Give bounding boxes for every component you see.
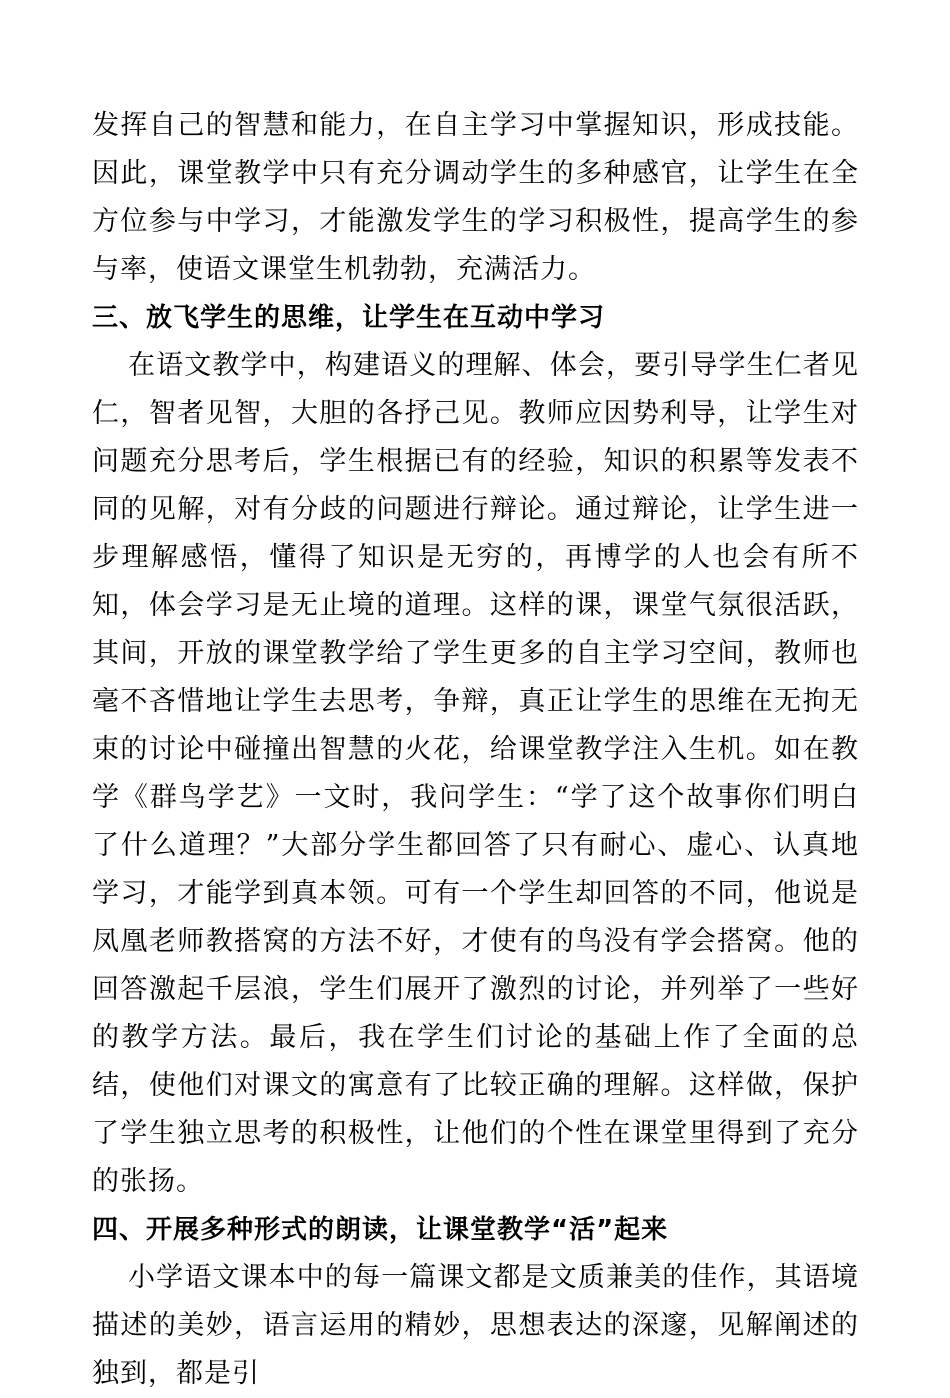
section-4-paragraph: 小学语文课本中的每一篇课文都是文质兼美的佳作，其语境描述的美妙，语言运用的精妙，思想表达的深邃，见解阐述的独到，都是引 [92,1262,859,1389]
document-page [92,102,859,1398]
paragraph-continuation: 发挥自己的智慧和能力，在自主学习中掌握知识，形成技能。因此，课堂教学中只有充分调动学生的多种感官，让学生在全方位参与中学习，才能激发学生的学习积极性，提高学生的参与率，使语文课堂生机勃勃，充满活力。 [92,110,859,285]
section-heading-4: 四、开展多种形式的朗读，让课堂教学“活”起来 [92,1215,669,1245]
section-3-paragraph: 在语文教学中，构建语义的理解、体会，要引导学生仁者见仁，智者见智，大胆的各抒己见。教师应因势利导，让学生对问题充分思考后，学生根据已有的经验，知识的积累等发表不同的见解，对有分歧的问题进行辩论。通过辩论，让学生进一步理解感悟，懂得了知识是无穷的，再博学的人也会有所不知，体会学习是无止境的道理。这样的课，课堂气氛很活跃，其间，开放的课堂教学给了学生更多的自主学习空间，教师也毫不吝惜地让学生去思考，争辩，真正让学生的思维在无拘无束的讨论中碰撞出智慧的火花，给课堂教学注入生机。如在教学《群鸟学艺》一文时，我问学生：“学了这个故事你们明白了什么道理？”大部分学生都回答了只有耐心、虚心、认真地学习，才能学到真本领。可有一个学生却回答的不同，他说是凤凰老师教搭窝的方法不好，才使有的鸟没有学会搭窝。他的回答激起千层浪，学生们展开了激烈的讨论，并列举了一些好的教学方法。最后，我在学生们讨论的基础上作了全面的总结，使他们对课文的寓意有了比较正确的理解。这样做，保护了学生独立思考的积极性，让他们的个性在课堂里得到了充分的张扬。 [92,350,859,1197]
section-heading-3: 三、放飞学生的思维，让学生在互动中学习 [92,303,606,333]
